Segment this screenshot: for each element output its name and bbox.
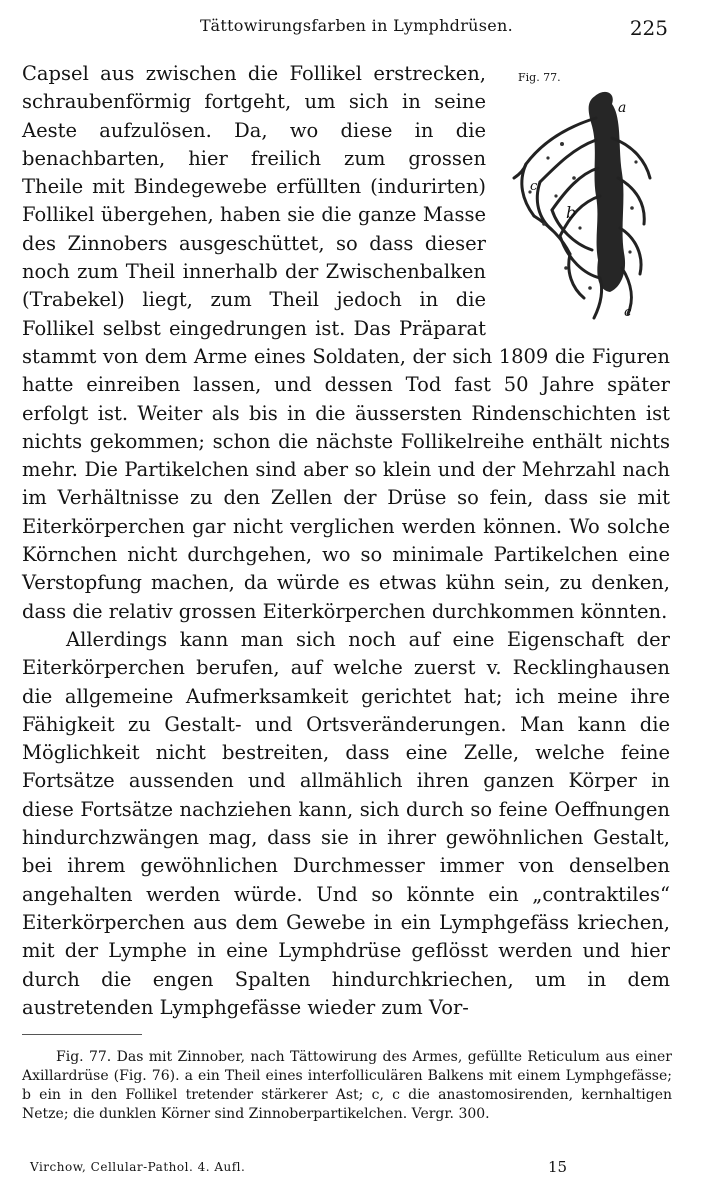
figure-letter-c-left: c [530, 179, 538, 194]
footnote-rule [22, 1034, 142, 1035]
page-number: 225 [629, 16, 668, 40]
running-title: Tättowirungsfarben in Lymphdrüsen. [200, 16, 514, 35]
paragraph-1: Capsel aus zwischen die Follikel erstrecken, schraubenförmig fortgeht, um sich in seine Aeste aufzulösen. Da, wo diese in die benachbarten, hier freilich zum grossen Theile mit Bindegewebe erfüllten (indurirten) Follikel übergehen, haben sie die ganze Masse des Zinnobers ausgeschüttet, so dass dieser noch zum Theil innerhalb der Zwischenbalken (Trabekel) liegt, zum Theil jedoch in die Follikel selbst eingedrungen ist. Das Präparat stammt von dem Arme eines Soldaten, der sich 1809 die Figuren hatte einreiben lassen, und dessen Tod fast 50 Jahre später erfolgt ist. Weiter als bis in die äussersten Rindenschichten ist nichts gekommen; schon die nächste Follikelreihe enthält nichts mehr. Die Partikelchen sind aber so klein und der Mehrzahl nach im Verhältnisse zu den Zellen der Drüse so fein, dass sie mit Eiterkörperchen gar nicht verglichen werden können. Wo solche Körnchen nicht durchgehen, wo so minimale Partikelchen eine Verstopfung machen, da würde es etwas kühn sein, zu denken, dass die relativ grossen Eiterkörperchen durchkommen könnten. [22, 62, 670, 623]
reticulum-illustration [500, 78, 670, 328]
body-text [22, 60, 670, 1022]
figure-caption: Fig. 77. Das mit Zinnober, nach Tättowirung des Armes, gefüllte Reticulum aus einer Axillardrüse (Fig. 76). a ein Theil eines interfolliculären Balkens mit einem Lymphgefässe; b ein in den Follikel tretender stärkerer Ast; c, c die anastomosirenden, kernhaltigen Netze; die dunklen Körner sind Zinnoberpartikelchen. Vergr. 300. [22, 1049, 672, 1122]
sheet-number: 15 [548, 1158, 568, 1176]
figure-label: Fig. 77. [518, 71, 561, 84]
running-head [0, 10, 708, 40]
trabecula-shape [589, 92, 625, 292]
figure-letter-a: a [618, 100, 627, 116]
figure-77 [500, 64, 670, 334]
reticulum-strands [514, 118, 650, 318]
paragraph-2: Allerdings kann man sich noch auf eine Eigenschaft der Eiterkörperchen berufen, auf welche zuerst v. Recklinghausen die allgemeine Aufmerksamkeit gerichtet hat; ich meine ihre Fähigkeit zu Gestalt- und Ortsveränderungen. Man kann die Möglichkeit nicht bestreiten, dass eine Zelle, welche feine Fortsätze aussenden und allmählich ihren ganzen Körper in diese Fortsätze nachziehen kann, sich durch so feine Oeffnungen hindurchzwängen mag, dass sie in ihrer gewöhnlichen Gestalt, bei ihrem gewöhnlichen Durchmesser immer von denselben angehalten werden würde. Und so könnte ein „contraktiles“ Eiterkörperchen aus dem Gewebe in ein Lymphgefäss kriechen, mit der Lymphe in eine Lymphdrüse geflösst werden und hier durch die engen Spalten hindurchkriechen, um in dem austretenden Lymphgefässe wieder zum Vor- [22, 627, 670, 1019]
signature-line: Virchow, Cellular-Pathol. 4. Aufl. [30, 1160, 246, 1174]
figure-letter-c-right: c [624, 305, 632, 320]
figure-letter-b: b [566, 203, 577, 222]
